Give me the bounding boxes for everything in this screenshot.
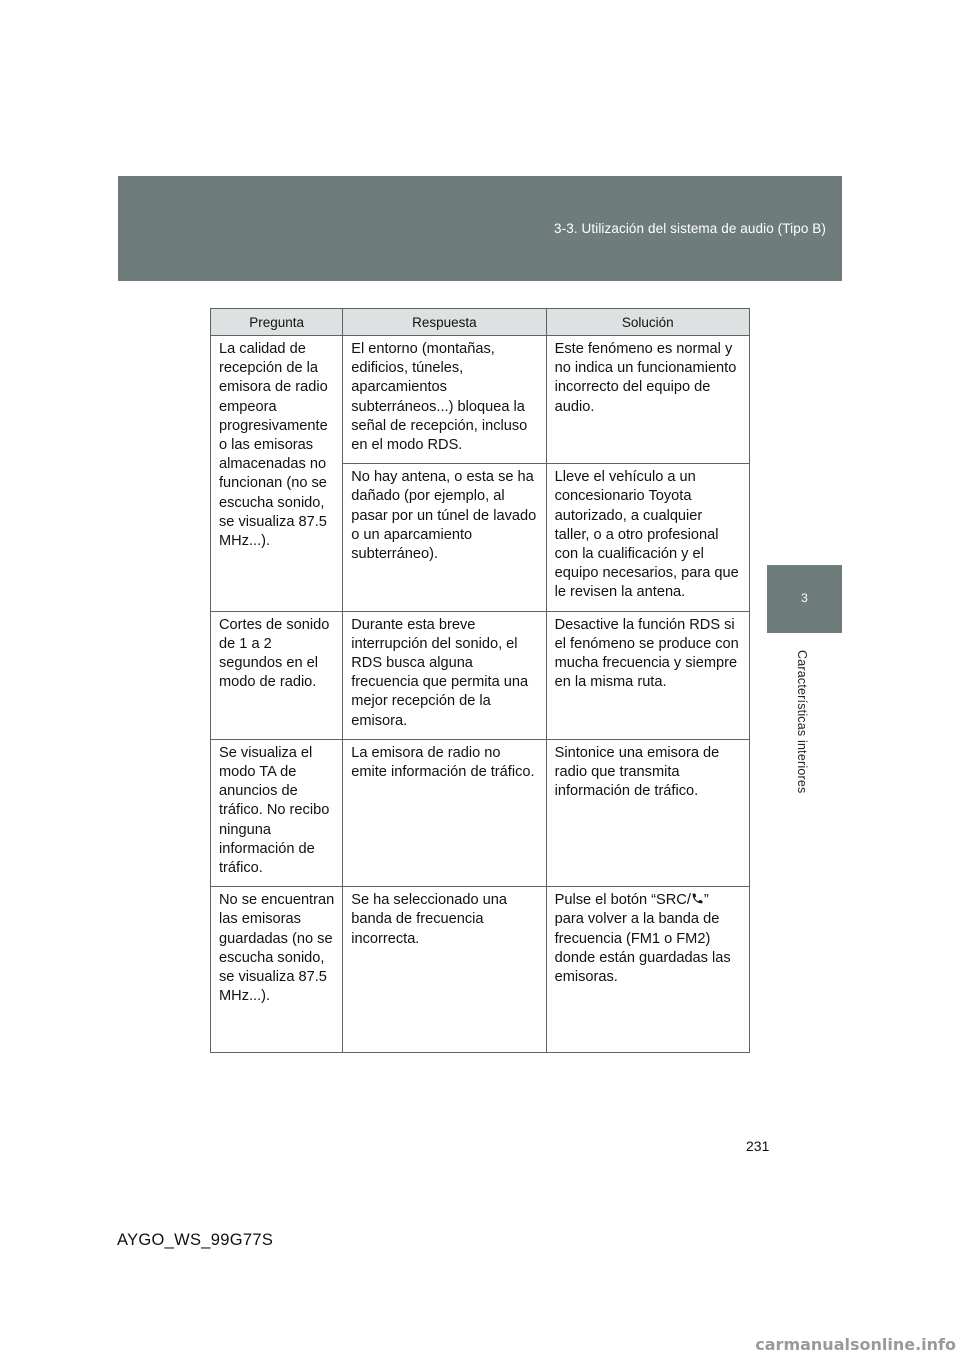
solution-cell: Este fenómeno es normal y no indica un funcionamiento incorrecto del equipo de audio.	[546, 336, 749, 464]
question-cell: No se encuentran las emisoras guardadas (no se escucha sonido, se visualiza 87.5 MHz...).	[211, 887, 343, 1053]
question-cell: Cortes de sonido de 1 a 2 segundos en el modo de radio.	[211, 611, 343, 739]
solution-cell	[546, 887, 749, 1053]
chapter-number: 3	[801, 591, 808, 605]
question-cell: La calidad de recepción de la emisora de radio empeora progresivamente o las emisoras almacenadas no funcionan (no se escucha sonido, se visualiza 87.5 MHz...).	[211, 336, 343, 612]
answer-cell: Durante esta breve interrupción del sonido, el RDS busca alguna frecuencia que permita una mejor recepción de la emisora.	[343, 611, 546, 739]
header-question: Pregunta	[211, 309, 343, 336]
solution-cell: Lleve el vehículo a un concesionario Toyota autorizado, a cualquier taller, o a otro profesional con la cualificación y el equipo necesarios, para que le revisen la antena.	[546, 464, 749, 611]
answer-cell: La emisora de radio no emite información de tráfico.	[343, 739, 546, 886]
document-code: AYGO_WS_99G77S	[117, 1231, 274, 1249]
question-cell: Se visualiza el modo TA de anuncios de tráfico. No recibo ninguna información de tráfico.	[211, 739, 343, 886]
solution-cell: Sintonice una emisora de radio que transmita información de tráfico.	[546, 739, 749, 886]
table-row	[211, 336, 750, 464]
section-title: 3-3. Utilización del sistema de audio (Tipo B)	[554, 221, 826, 236]
table-header-row	[211, 309, 750, 336]
solution-text-prefix: Pulse el botón “SRC/	[554, 892, 691, 909]
header-answer: Respuesta	[343, 309, 546, 336]
answer-cell: No hay antena, o esta se ha dañado (por ejemplo, al pasar por un túnel de lavado o un aparcamiento subterráneo).	[343, 464, 546, 611]
chapter-tab	[767, 565, 842, 633]
solution-text-suffix: ” para volver a la banda de frecuencia (FM1 o FM2) donde están guardadas las emisoras.	[554, 892, 731, 986]
table-row	[211, 739, 750, 886]
header-solution: Solución	[546, 309, 749, 336]
solution-cell: Desactive la función RDS si el fenómeno se produce con mucha frecuencia y siempre en la misma ruta.	[546, 611, 749, 739]
table-row	[211, 887, 750, 1053]
phone-icon	[691, 892, 704, 905]
chapter-label: Características interiores	[795, 650, 809, 794]
table-row	[211, 611, 750, 739]
answer-cell: El entorno (montañas, edificios, túneles, aparcamientos subterráneos...) bloquea la señal de recepción, incluso en el modo RDS.	[343, 336, 546, 464]
watermark: carmanualsonline.info	[755, 1335, 956, 1354]
troubleshooting-table	[210, 308, 750, 1053]
page-number: 231	[746, 1138, 770, 1154]
header-bar	[118, 176, 842, 281]
answer-cell: Se ha seleccionado una banda de frecuencia incorrecta.	[343, 887, 546, 1053]
